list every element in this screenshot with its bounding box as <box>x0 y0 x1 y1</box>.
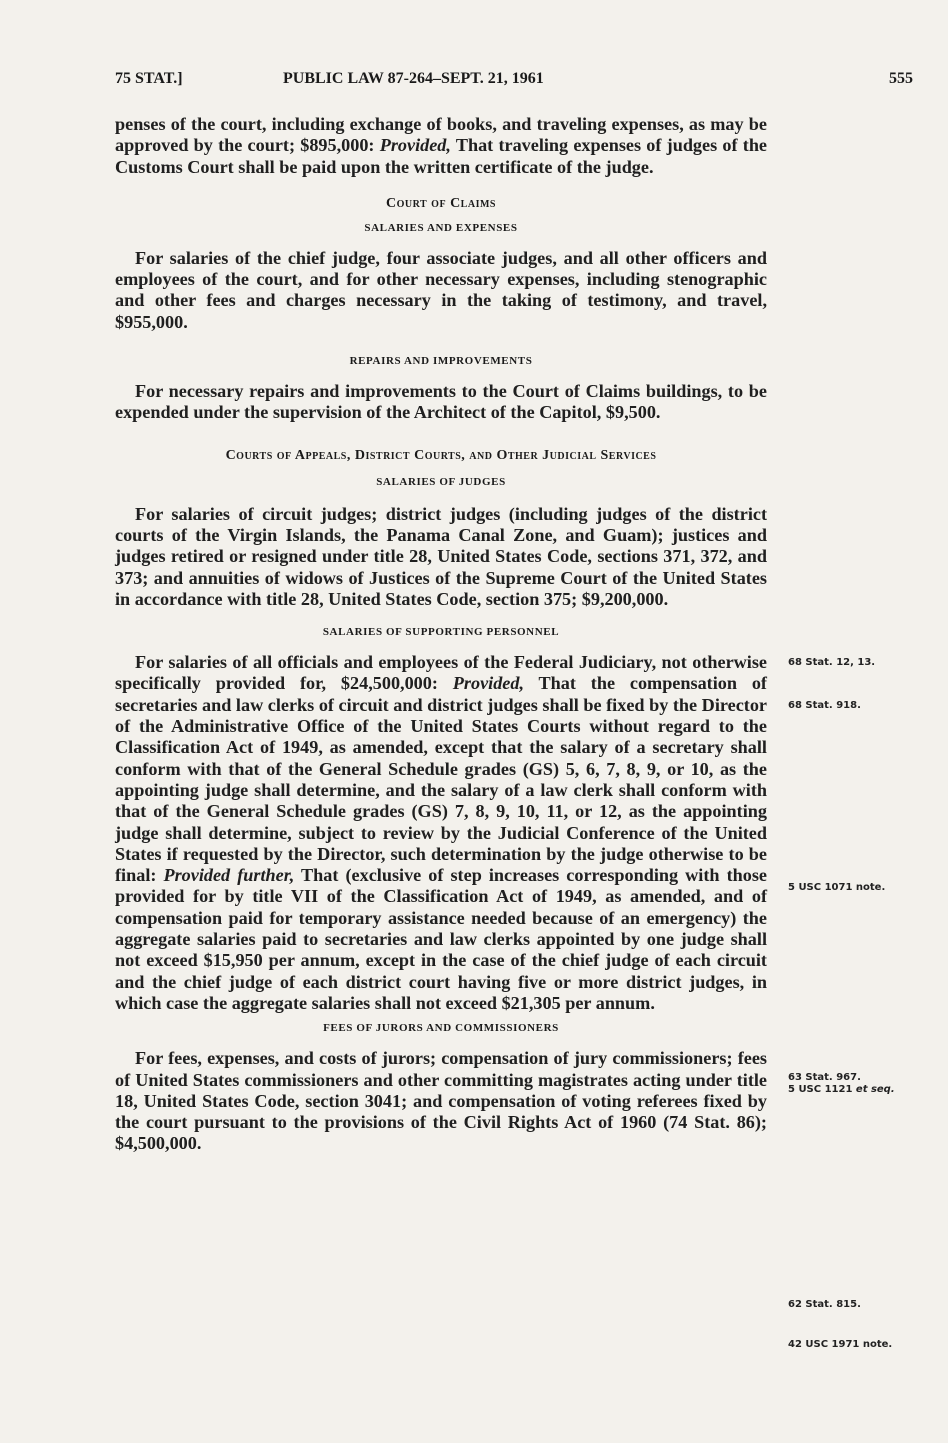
margin-note-68-stat-12: 68 Stat. 12, 13. <box>788 657 876 668</box>
heading-court-of-claims: Court of Claims <box>386 195 496 211</box>
header-volume: 75 STAT.] <box>115 70 183 87</box>
heading-fees-of-jurors: FEES OF JURORS AND COMMISSIONERS <box>323 1022 559 1035</box>
heading-courts-of-appeals: Courts of Appeals, District Courts, and Other Judicial Services <box>225 447 657 463</box>
paragraph-salaries-of-judges: For salaries of circuit judges; district judges (including judges of the district courts of the Virgin Islands, the Panama Canal Zone, and Guam); justices and judges retired or resigned under title 28, United States Code, sections 371, 372, and 373; and annuities of widows of Justices of the Supreme Court of the United States in accordance with title 28, United States Code, section 375; $9,200,000. <box>115 503 767 609</box>
body-text <box>115 114 767 1155</box>
margin-note-68-stat-918: 68 Stat. 918. <box>788 700 861 711</box>
header-title: PUBLIC LAW 87-264–SEPT. 21, 1961 <box>283 70 544 87</box>
running-header <box>115 70 913 94</box>
page-number: 555 <box>889 70 913 87</box>
margin-note-62-stat-815: 62 Stat. 815. <box>788 1299 861 1310</box>
margin-note-42-usc-1971: 42 USC 1971 note. <box>788 1339 893 1350</box>
heading-repairs-and-improvements: REPAIRS AND IMPROVEMENTS <box>349 355 533 368</box>
margin-note-5-usc-1071: 5 USC 1071 note. <box>788 882 886 893</box>
paragraph-court-of-claims-salaries: For salaries of the chief judge, four associate judges, and all other officers and employees of the court, and for other necessary expenses, including stenographic and other fees and charges necessary in the taking of testimony, and travel, $955,000. <box>115 247 767 332</box>
heading-salaries-and-expenses: SALARIES AND EXPENSES <box>364 221 518 234</box>
margin-note-63-stat-967: 63 Stat. 967. 5 USC 1121 et seq. <box>788 1072 895 1095</box>
heading-salaries-of-judges: SALARIES OF JUDGES <box>376 475 506 488</box>
paragraph-supporting-personnel: For salaries of all officials and employees of the Federal Judiciary, not otherwise specifically provided for, $24,500,000: Provided, That the compensation of secretaries and law clerks of circuit and district judges shall be fixed by the Director of the Administrative Office of the United States Courts without regard to the Classification Act of 1949, as amended, except that the salary of a secretary shall conform with that of the General Schedule grades (GS) 5, 6, 7, 8, 9, or 10, as the appointing judge shall determine, and the salary of a law clerk shall conform with that of the General Schedule grades (GS) 7, 8, 9, 10, 11, or 12, as the appointing judge shall determine, subject to review by the Judicial Conference of the United States if requested by the Director, such determination by the judge otherwise to be final: Provided further, That (exclusive of step increases corresponding with those provided for by title VII of the Classification Act of 1949, as amended, and of compensation paid for temporary assistance needed because of an emergency) the aggregate salaries paid to secretaries and law clerks appointed by one judge shall not exceed $15,950 per annum, except in the case of the chief judge of each circuit and the chief judge of each district court having five or more district judges, in which case the aggregate salaries shall not exceed $21,305 per annum. <box>115 652 767 1013</box>
paragraph-repairs: For necessary repairs and improvements to the Court of Claims buildings, to be expended under the supervision of the Architect of the Capitol, $9,500. <box>115 381 767 423</box>
paragraph-customs-court: penses of the court, including exchange of books, and traveling expenses, as may be approved by the court; $895,000: Provided, That traveling expenses of judges of the Customs Court shall be paid upon the written certificate of the judge. <box>115 114 768 177</box>
heading-supporting-personnel: SALARIES OF SUPPORTING PERSONNEL <box>322 626 560 639</box>
paragraph-fees-of-jurors: For fees, expenses, and costs of jurors; compensation of jury commissioners; fees of United States commissioners and other committing magistrates acting under title 18, United States Code, section 3041; and compensation of voting referees fixed by the court pursuant to the provisions of the Civil Rights Act of 1960 (74 Stat. 86); $4,500,000. <box>115 1048 767 1154</box>
